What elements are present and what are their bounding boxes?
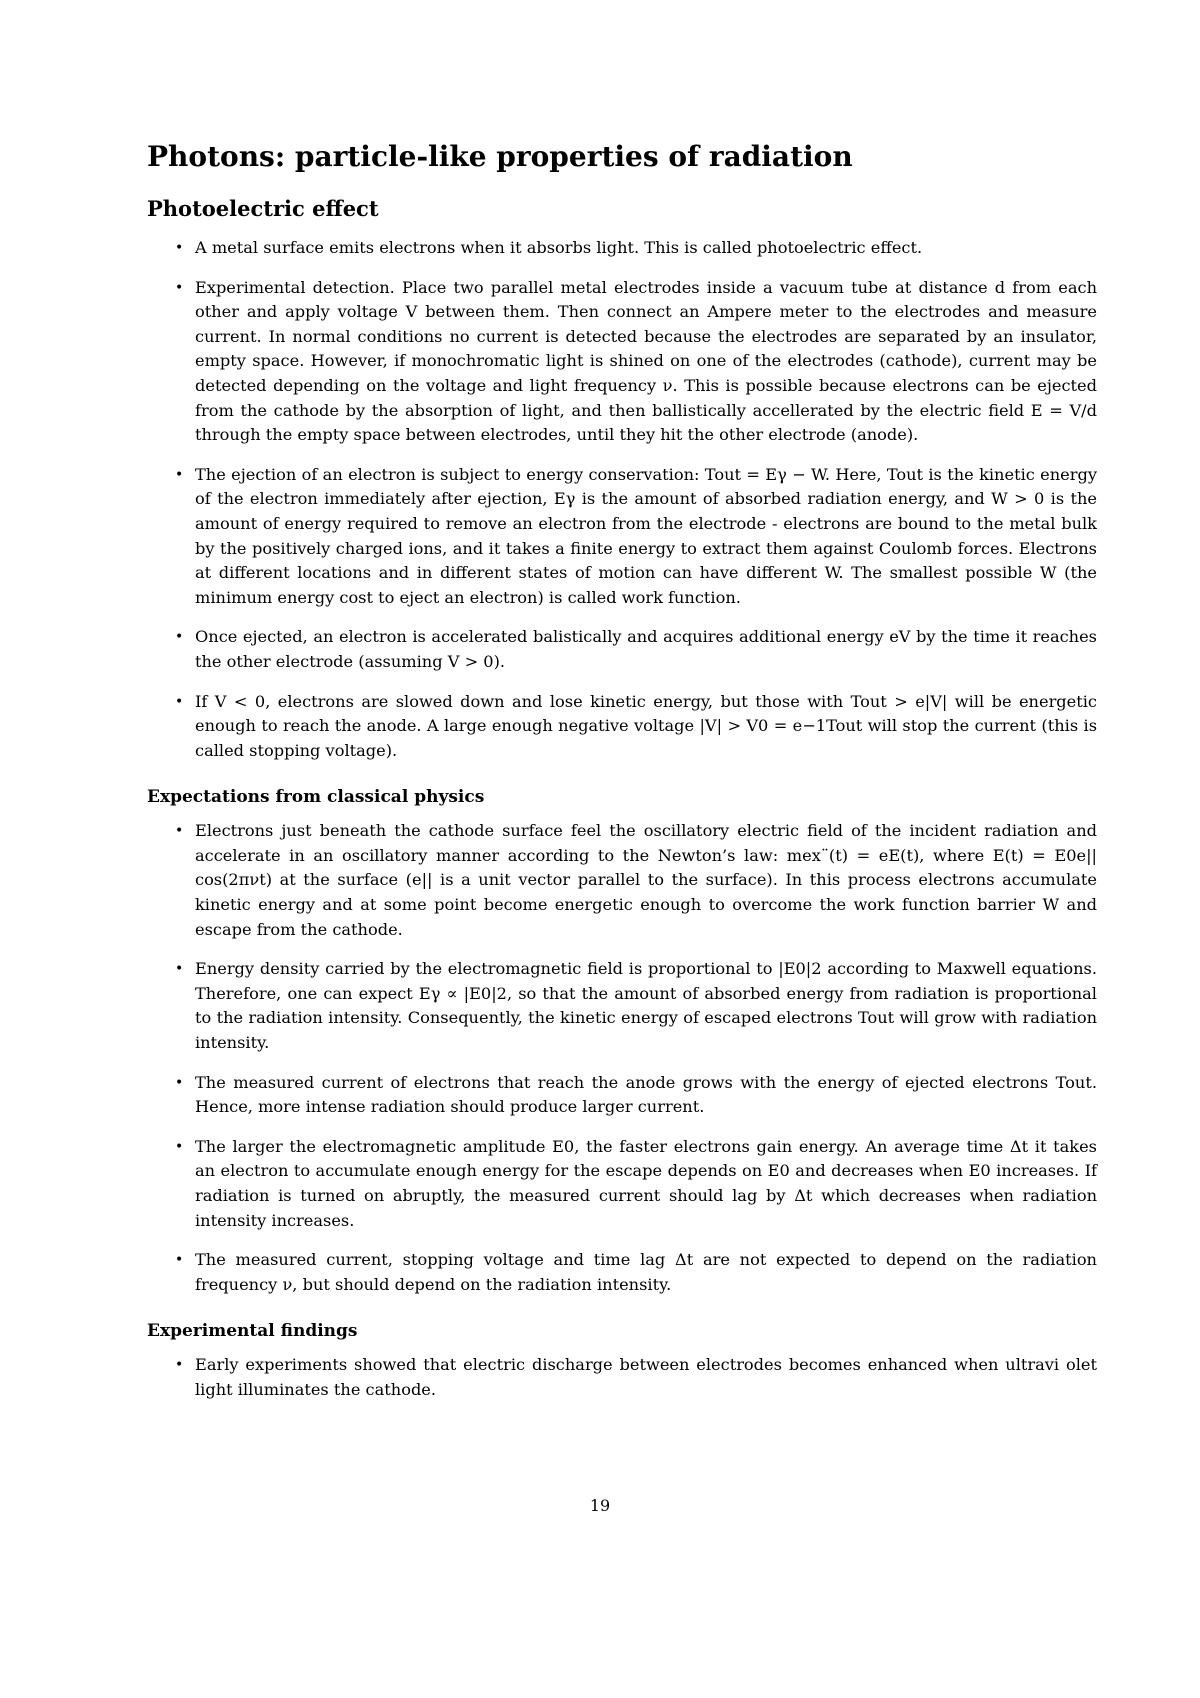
bullet-icon: • <box>175 1074 184 1091</box>
classical-bullet-list <box>147 819 1097 1297</box>
list-item-text: The measured current of electrons that reach the anode grows with the energy of ejected electrons Tout. Hence, more intense radiation should produce larger current. <box>195 1072 1097 1117</box>
page-content <box>147 138 1097 1418</box>
subsection-heading-experimental-findings: Experimental findings <box>147 1321 358 1342</box>
findings-bullet-list <box>147 1353 1097 1402</box>
list-item <box>147 236 1097 261</box>
list-item-text: The measured current, stopping voltage and time lag Δt are not expected to depend on the radiation frequency ν, but should depend on the radiation intensity. <box>195 1250 1097 1294</box>
bullet-icon: • <box>175 1357 184 1374</box>
list-item <box>147 819 1097 942</box>
list-item-text: Energy density carried by the electromagnetic field is proportional to |E0|2 according to Maxwell equations. Therefore, one can expect Eγ ∝ |E0|2, so that the amount of absorbed energy from radiation is proportional to the radiation intensity. Consequently, the kinetic energy of escaped electrons Tout will grow with radiation intensity. <box>195 959 1097 1053</box>
list-item <box>147 625 1097 674</box>
bullet-icon: • <box>175 279 184 296</box>
bullet-icon: • <box>175 693 184 710</box>
bullet-icon: • <box>175 1138 184 1155</box>
list-item-text: A metal surface emits electrons when it absorbs light. This is called photoelectric effect. <box>195 238 923 257</box>
list-item <box>147 1135 1097 1233</box>
intro-bullet-list <box>147 236 1097 763</box>
list-item-text: Early experiments showed that electric discharge between electrodes becomes enhanced when ultravi olet light illuminates the cathode. <box>195 1355 1097 1399</box>
list-item <box>147 1353 1097 1402</box>
section-heading-photoelectric-effect: Photoelectric effect <box>147 196 379 221</box>
list-item <box>147 1248 1097 1297</box>
list-item <box>147 276 1097 448</box>
list-item-text: If V < 0, electrons are slowed down and lose kinetic energy, but those with Tout > e|V| will be energetic enough to reach the anode. A large enough negative voltage |V| > V0 = e−1Tout will stop the current (this is called stopping voltage). <box>195 691 1097 760</box>
list-item-text: Experimental detection. Place two parallel metal electrodes inside a vacuum tube at distance d from each other and apply voltage V between them. Then connect an Ampere meter to the electrodes and measure current. In normal conditions no current is detected because the electrodes are separated by an insulator, empty space. However, if monochromatic light is shined on one of the electrodes (cathode), current may be detected depending on the voltage and light frequency ν. This is possible because electrons can be ejected from the cathode by the absorption of light, and then ballistically accellerated by the electric field E = V/d through the empty space between electrodes, until they hit the other electrode (anode). <box>195 277 1097 445</box>
list-item <box>147 1071 1097 1120</box>
bullet-icon: • <box>175 629 184 646</box>
page-title: Photons: particle-like properties of radiation <box>147 140 853 173</box>
subsection-heading-classical-physics: Expectations from classical physics <box>147 787 485 808</box>
bullet-icon: • <box>175 961 184 978</box>
list-item-text: The ejection of an electron is subject to energy conservation: Tout = Eγ − W. Here, Tout is the kinetic energy of the electron immediately after ejection, Eγ is the amount of absorbed radiation energy, and W > 0 is the amount of energy required to remove an electron from the electrode - electrons are bound to the metal bulk by the positively charged ions, and it takes a finite energy to extract them against Coulomb forces. Electrons at different locations and in different states of motion can have different W. The smallest possible W (the minimum energy cost to eject an electron) is called work function. <box>195 464 1097 607</box>
list-item-text: Once ejected, an electron is accelerated balistically and acquires additional energy eV by the time it reaches the other electrode (assuming V > 0). <box>195 627 1097 671</box>
bullet-icon: • <box>175 823 184 840</box>
list-item-text: Electrons just beneath the cathode surface feel the oscillatory electric field of the incident radiation and accelerate in an oscillatory manner according to the Newton’s law: mex¨(t) = eE(t), where E(t) = E0e|| cos(2πνt) at the surface (e|| is a unit vector parallel to the surface). In this process electrons accumulate kinetic energy and at some point become energetic enough to overcome the work function barrier W and escape from the cathode. <box>195 821 1097 939</box>
bullet-icon: • <box>175 466 184 483</box>
bullet-icon: • <box>175 240 184 256</box>
list-item <box>147 690 1097 764</box>
page-number: 19 <box>589 1496 611 1515</box>
list-item <box>147 957 1097 1055</box>
bullet-icon: • <box>175 1252 184 1269</box>
list-item <box>147 463 1097 611</box>
list-item-text: The larger the electromagnetic amplitude E0, the faster electrons gain energy. An average time Δt it takes an electron to accumulate enough energy for the escape depends on E0 and decreases when E0 increases. If radiation is turned on abruptly, the measured current should lag by Δt which decreases when radiation intensity increases. <box>195 1136 1097 1230</box>
